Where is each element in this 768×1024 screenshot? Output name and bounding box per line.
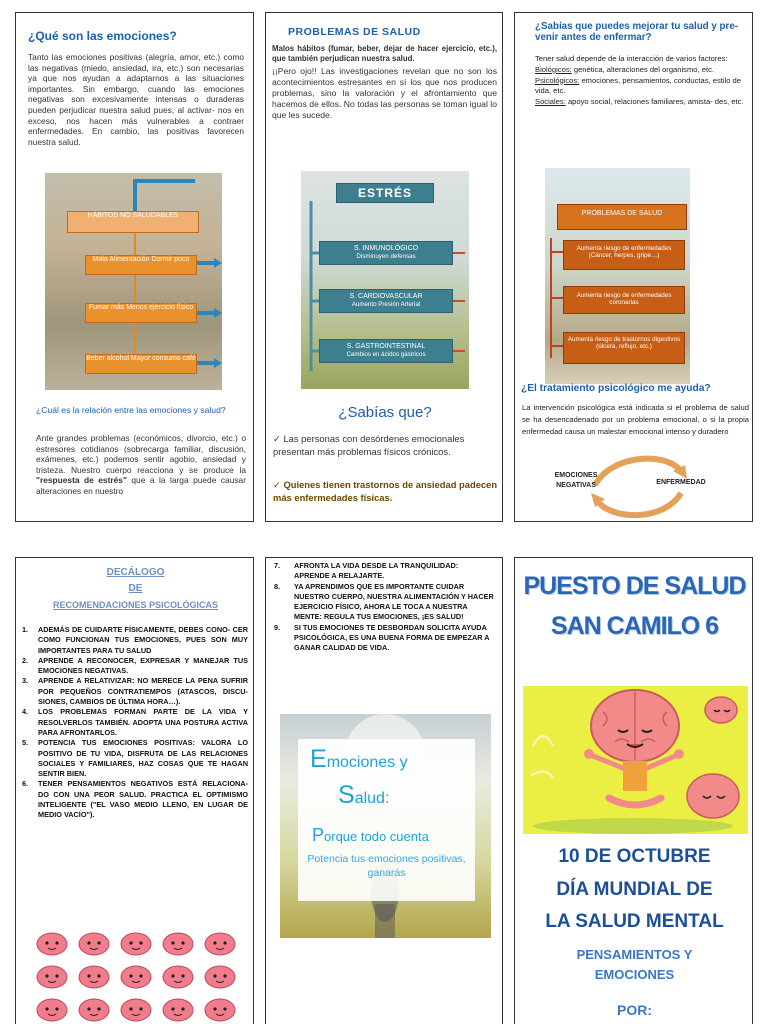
card-text: alud: xyxy=(354,790,390,807)
panel1-intro: Tanto las emociones positivas (alegría, amor, etc.) como las negativas (miedo, ansiedad, ira, etc.) son necesarias ya que nos ayudan a adaptarnos a las situaciones importantes. Sin embargo, cuando las emociones negativas son excesivamente intensas o duraderas pueden perjudicar nuestra salud pues, al activar- nos en exceso, nos hacen más vulnerables a contraer enfermedades. En cambio, las positivas favorecen nuestra salud. xyxy=(28,52,244,147)
item-number: 2. xyxy=(22,655,29,665)
system-title: S. INMUNOLÓGICO xyxy=(353,245,419,252)
title-card xyxy=(298,739,475,901)
item-number: 3. xyxy=(22,676,29,686)
item-number: 7. xyxy=(274,561,281,570)
brain-emoji-icon xyxy=(79,933,109,955)
item-text: YA APRENDIMOS QUE ES IMPORTANTE CUIDAR NUESTRO CUERPO, NUESTRA ALIMENTACIÓN Y HACER EJERCICIO FÍSICO, AHORA LE TOCA A NUESTRA MENTE: REGULA TUS EMOCIONES, ¡ES SALUD! xyxy=(294,581,494,622)
brain-emoji-icon xyxy=(37,966,67,988)
list-item xyxy=(22,738,248,779)
factor-psychological xyxy=(535,76,748,98)
panel-decalogo-cont xyxy=(265,557,503,1024)
body2-text-post: que a la larga puede causar alteraciones en nuestro xyxy=(36,475,246,496)
decalogue-list-b xyxy=(274,561,494,654)
item-number: 9. xyxy=(274,622,281,632)
brain-emoji-icon xyxy=(163,933,193,955)
habit-box-3: Beber alcohol Mayor consumo café xyxy=(85,354,197,374)
list-item xyxy=(22,779,248,820)
item-text: ADEMÁS DE CUIDARTE FÍSICAMENTE, DEBES CONO- CER COMO FUNCIONAN TUS EMOCIONES, PUES SON MUY IMPORTANTES PARA TU SALUD xyxy=(38,625,248,655)
date-line-1: 10 DE OCTUBRE xyxy=(558,846,711,867)
item-text: POTENCIA TUS EMOCIONES POSITIVAS: VALORA LO POSITIVO DE TU VIDA, DISFRUTA DE LAS RELACIONES SOCIALES Y FAMILIARES, HAZ COSAS QUE TE HAGAN SENTIR BIEN. xyxy=(38,738,248,779)
factors-intro: Tener salud depende de la interacción de varios factores: xyxy=(535,54,728,63)
panel3-body2: La intervención psicológica está indicada si el problema de salud se ha desencadenado por un problema emocional, o si la propia enfermedad causa un malestar emocional intenso y duradero xyxy=(522,403,749,436)
factor-label: Psicológicos: xyxy=(535,75,580,85)
habit-box-2: Fumar más Menos ejercicio físico xyxy=(85,303,197,323)
factor-social xyxy=(535,97,748,108)
habit-box-1: Mala Alimentación Dormir poco xyxy=(85,255,197,275)
list-item xyxy=(22,676,248,707)
factor-label: Sociales: xyxy=(535,97,566,107)
cycle-right-label: ENFERMEDAD xyxy=(656,479,706,486)
brain-emoji-icon xyxy=(205,933,235,955)
panel3-factors xyxy=(535,54,748,108)
factor-biological xyxy=(535,65,748,76)
cover-by: POR: xyxy=(617,1002,652,1018)
factor-text: apoyo social, relaciones familiares, amista- des, etc. xyxy=(565,97,744,107)
system-sub: Aumento Presión Arterial xyxy=(351,301,421,308)
field-image xyxy=(280,714,491,938)
clinic-name-1: PUESTO DE SALUD xyxy=(523,572,746,600)
card-line-2 xyxy=(338,781,389,810)
brain-emoji-icon xyxy=(79,966,109,988)
item-number: 4. xyxy=(22,707,29,717)
item-text: SI TUS EMOCIONES TE DESBORDAN SOLICITA AYUDA PSICOLÓGICA, ES UNA BUENA FORMA DE EMPEZAR A GANAR CALIDAD DE VIDA. xyxy=(294,622,490,653)
item-text: LOS PROBLEMAS FORMAN PARTE DE LA VIDA Y RESOLVERLOS TAMBIÉN. ADOPTA UNA POSTURA ACTIVA PARA AFRONTARLOS. xyxy=(38,707,248,737)
panel1-title: ¿Qué son las emociones? xyxy=(28,29,177,43)
system-box-gastro xyxy=(319,339,453,363)
panel2-question: ¿Sabías que? xyxy=(338,404,432,421)
cover-subtitle: PENSAMIENTOS Y EMOCIONES xyxy=(576,947,693,982)
card-tagline: Potencia tus emociones positivas, ganarás xyxy=(307,853,466,879)
title-line: RECOMENDACIONES PSICOLÓGICAS xyxy=(52,600,218,610)
panel1-body2 xyxy=(36,433,246,497)
factor-text: emociones, pensamientos, conductas, estilo de vida, etc. xyxy=(535,75,741,96)
card-text: mociones y xyxy=(326,754,408,771)
brain-emoji-icon xyxy=(79,999,109,1021)
factor-label: Biológicos: xyxy=(535,64,572,74)
brain-emoji-grid xyxy=(32,930,242,1024)
body2-emphasis: "respuesta de estrés" xyxy=(36,475,127,486)
system-box-cardio xyxy=(319,289,453,313)
meditating-brain-illustration xyxy=(523,686,748,834)
list-item xyxy=(274,623,494,654)
risk-box-1: Aumenta riesgo de enfermedades (Cáncer, herpes, gripe…) xyxy=(563,240,685,270)
panel2-text: ¡¡Pero ojo!! Las investigaciones revelan que no son los acontecimientos estresantes en sí los que nos producen problemas, sino la valoración y el afrontamiento que hacemos de ellos. No todas las personas se toman igual lo que les sucede. xyxy=(272,66,497,120)
panel-problemas-salud xyxy=(265,12,503,522)
system-title: S. GASTROINTESTINAL xyxy=(346,343,426,350)
panel-prevencion xyxy=(514,12,753,522)
brain-emoji-icon xyxy=(163,999,193,1021)
panel-cover xyxy=(514,557,753,1024)
brain-emoji-icon xyxy=(205,966,235,988)
panel-emociones xyxy=(15,12,254,522)
title-line: DECÁLOGO xyxy=(106,567,165,578)
card-line-1 xyxy=(310,745,470,774)
system-sub: Cambios en ácidos gástricos xyxy=(346,351,426,358)
brain-emoji-icon xyxy=(163,966,193,988)
item-number: 1. xyxy=(22,625,29,634)
item-text: APRENDE A RECONOCER, EXPRESAR Y MANEJAR TUS EMOCIONES NEGATIVAS. xyxy=(38,655,248,676)
stress-header: ESTRÉS xyxy=(336,183,434,203)
list-item xyxy=(22,707,248,738)
clinic-name-2: SAN CAMILO 6 xyxy=(550,612,719,640)
panel3-question: ¿El tratamiento psicológico me ayuda? xyxy=(521,383,711,394)
brain-emoji-icon xyxy=(37,933,67,955)
cycle-left-label: EMOCIONES NEGATIVAS xyxy=(554,472,598,489)
system-title: S. CARDIOVASCULAR xyxy=(349,293,423,300)
panel2-title: PROBLEMAS DE SALUD xyxy=(288,26,421,38)
health-header: PROBLEMAS DE SALUD xyxy=(557,204,687,230)
item-number: 8. xyxy=(274,581,281,591)
item-text: APRENDE A RELATIVIZAR: NO MERECE LA PENA SUFRIR POR PEQUEÑOS CONTRATIEMPOS (ATASCOS, DISCU- SIONES, CAMBIOS DE ÚLTIMA HORA…). xyxy=(38,676,248,707)
panel3-title: ¿Sabías que puedes mejorar tu salud y pre- venir antes de enfermar? xyxy=(535,21,739,43)
list-item xyxy=(22,625,248,656)
list-item xyxy=(274,582,494,623)
emotion-cycle xyxy=(523,449,748,522)
item-text: AFRONTA LA VIDA DESDE LA TRANQUILIDAD: APRENDE A RELAJARTE. xyxy=(294,561,459,581)
brain-emoji-icon xyxy=(205,999,235,1021)
habits-header: HÁBITOS NO SALUDABLES xyxy=(67,211,199,233)
brain-emoji-icon xyxy=(37,999,67,1021)
list-item xyxy=(22,656,248,677)
system-box-immune xyxy=(319,241,453,265)
body2-text-pre: Ante grandes problemas (económicos, divorcio, etc.) o estresores cotidianos (sobrecarga familiar, discusión, exámenes, etc.) podemos sentir agobio, ansiedad y tristeza. Nuestro cuerpo reacciona y se produce la xyxy=(36,433,246,475)
habits-diagram xyxy=(45,173,222,390)
decalogue-title xyxy=(16,565,254,613)
cap-letter: P xyxy=(312,825,325,845)
fact-1: ✓ Las personas con desórdenes emocionales presentan más problemas físicos crónicos. xyxy=(273,433,465,457)
cap-letter: E xyxy=(310,745,327,773)
item-text: TENER PENSAMIENTOS NEGATIVOS ESTÁ RELACIONA- DO CON UNA PEOR SALUD. PRACTICA EL OPTIMISMO INTELIGENTE ("EL VASO MEDIO LLENO, EN LUGAR DE MEDIO VACÍO"). xyxy=(38,779,248,820)
item-number: 5. xyxy=(22,738,29,748)
cap-letter: S xyxy=(338,781,355,809)
risk-box-2: Aumenta riesgo de enfermedades coronarias xyxy=(563,286,685,314)
fact-2: ✓ Quienes tienen trastornos de ansiedad padecen más enfermedades físicas. xyxy=(273,479,498,503)
brain-illustration xyxy=(523,686,748,834)
health-problems-diagram xyxy=(545,168,690,384)
date-line-2: DÍA MUNDIAL DE xyxy=(556,879,713,900)
brain-emoji-icon xyxy=(121,966,151,988)
panel1-question: ¿Cuál es la relación entre las emociones y salud? xyxy=(36,405,226,415)
panel2-body xyxy=(272,44,497,121)
panel-decalogo xyxy=(15,557,254,1024)
decalogue-list-a xyxy=(22,625,248,821)
brain-emoji-icon xyxy=(121,933,151,955)
stress-diagram xyxy=(301,171,469,389)
card-line-3 xyxy=(312,825,472,846)
item-number: 6. xyxy=(22,779,29,789)
risk-box-3: Aumenta riesgo de trastornos digestivos (úlcera, reflujo, etc.) xyxy=(563,332,685,364)
list-item xyxy=(274,561,494,582)
date-line-3: LA SALUD MENTAL xyxy=(545,911,724,932)
brain-emoji-icon xyxy=(121,999,151,1021)
card-text: orque todo cuenta xyxy=(324,829,429,844)
factor-text: genética, alteraciones del organismo, etc. xyxy=(571,64,714,74)
system-sub: Disminuyen defensas xyxy=(356,253,416,260)
title-line: DE xyxy=(128,583,143,594)
panel2-bold-intro: Malos hábitos (fumar, beber, dejar de hacer ejercicio, etc.), que también perjudican nuestra salud. xyxy=(272,44,497,63)
